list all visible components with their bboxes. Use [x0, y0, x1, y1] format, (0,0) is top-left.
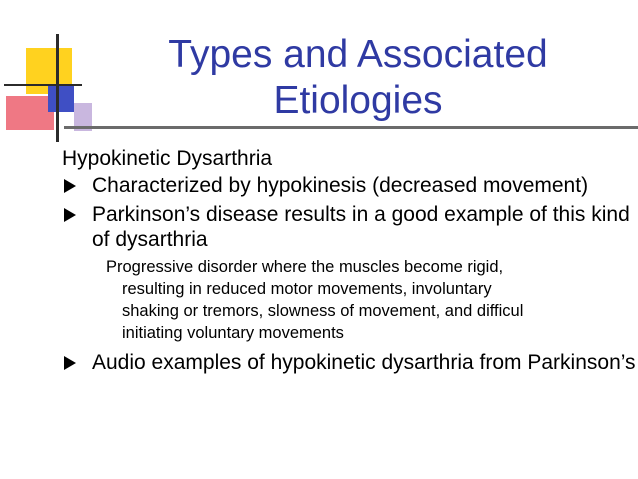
section-heading: Hypokinetic Dysarthria: [62, 147, 273, 170]
sub-paragraph: Progressive disorder where the muscles become rigid, resulting in reduced motor movements, involuntary shaking or tremors, slowness of movement, and difficul initiating voluntary movements: [106, 258, 524, 342]
bullet-arrow-icon: [64, 208, 76, 222]
bullet-arrow-icon: [64, 179, 76, 193]
bullet-item: [62, 173, 638, 198]
decorative-horizontal-line: [4, 84, 82, 86]
slide-title: Types and Associated Etiologies: [168, 33, 548, 122]
bullet-text: Audio examples of hypokinetic dysarthria from Parkinson’s: [92, 351, 636, 374]
bullet-item: [62, 350, 638, 375]
bullet-arrow-icon: [64, 356, 76, 370]
bullet-text: Characterized by hypokinesis (decreased movement): [92, 174, 589, 197]
slide-body: [62, 146, 638, 379]
bullet-text: Parkinson’s disease results in a good example of this kind of dysarthria: [92, 203, 630, 251]
title-divider: [64, 126, 638, 129]
decorative-blue-square: [48, 86, 74, 112]
decorative-vertical-line: [56, 34, 59, 142]
decorative-pink-square: [6, 96, 54, 130]
bullet-item: [62, 202, 638, 252]
